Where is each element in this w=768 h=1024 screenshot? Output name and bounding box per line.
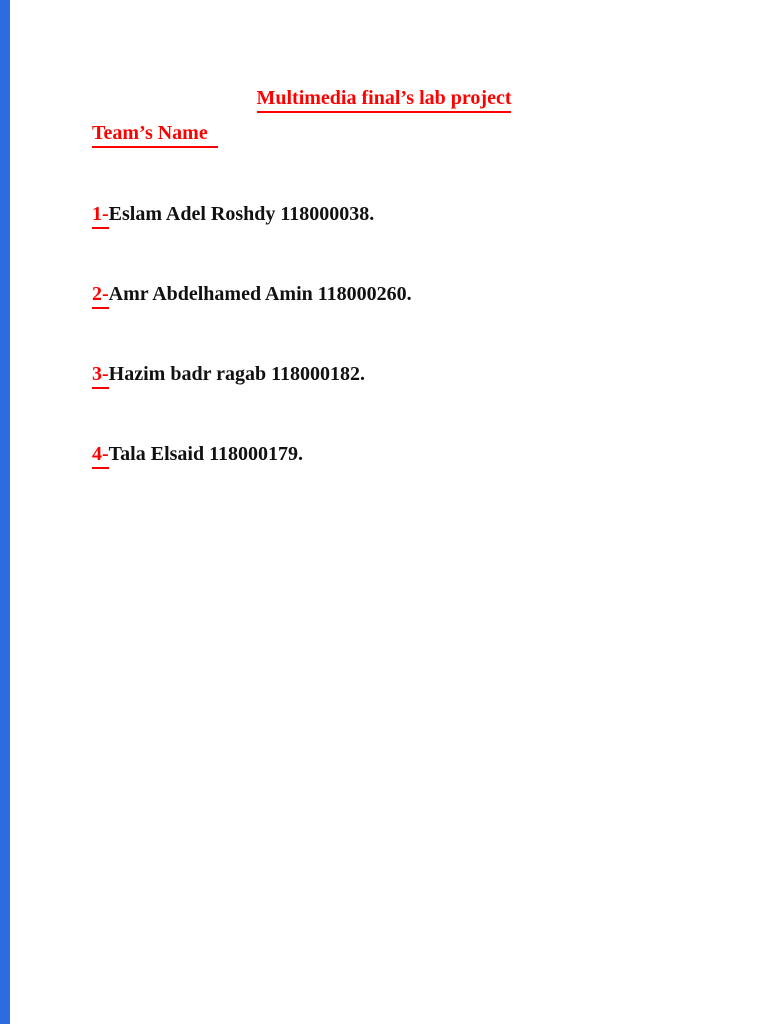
team-member-line [92, 363, 676, 389]
member-text: Amr Abdelhamed Amin 118000260. [108, 283, 412, 305]
team-name-heading [92, 122, 676, 148]
team-member-line [92, 203, 676, 229]
member-text: Hazim badr ragab 118000182. [108, 363, 365, 385]
member-text: Tala Elsaid 118000179. [108, 443, 303, 465]
page-left-edge-stripe [0, 0, 10, 1024]
team-member-list [92, 203, 676, 469]
document-title [92, 87, 676, 113]
member-number: 2- [92, 283, 109, 309]
team-member-line [92, 283, 676, 309]
member-text: Eslam Adel Roshdy 118000038. [108, 203, 375, 225]
document-content [92, 0, 676, 523]
team-member-line [92, 443, 676, 469]
member-number: 4- [92, 443, 109, 469]
document-title-text: Multimedia final’s lab project [257, 87, 512, 113]
member-number: 1- [92, 203, 109, 229]
team-name-heading-text: Team’s Name [92, 122, 218, 148]
member-number: 3- [92, 363, 109, 389]
